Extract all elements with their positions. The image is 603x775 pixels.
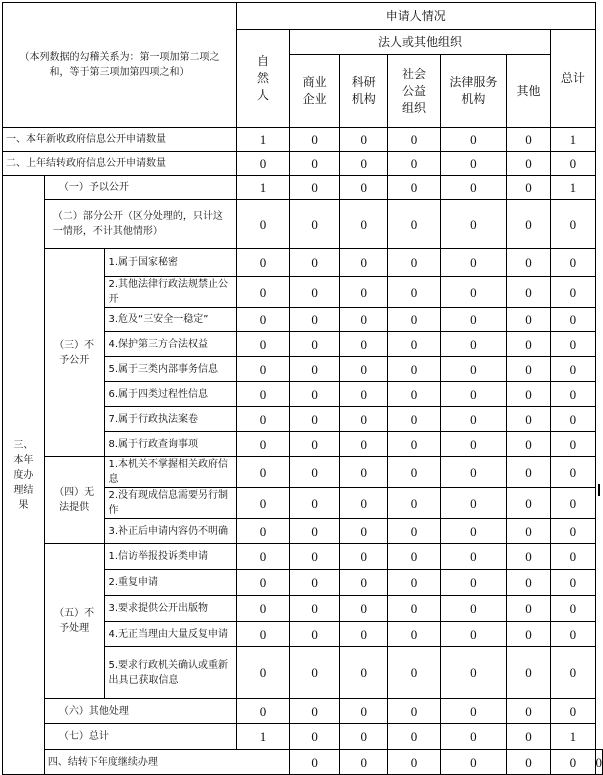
row-label: 1.信访举报投诉类申请 [104,544,237,570]
value-cell: 0 [340,724,388,750]
row-label: （七）总计 [44,724,236,750]
row-label: 3.要求提供公开出版物 [104,596,237,622]
section-3-label: 三、本年度办理结果 [3,176,45,775]
row-label: （一）予以公开 [44,176,236,200]
value-cell: 0 [440,249,506,277]
value-cell: 0 [440,724,506,750]
value-cell: 0 [551,622,595,647]
value-cell: 0 [237,699,290,724]
group-label: （五）不予处理 [44,544,104,699]
value-cell: 0 [440,647,506,699]
value-cell: 0 [289,176,340,200]
value-cell: 0 [340,176,388,200]
value-cell: 0 [388,332,441,357]
value-cell: 0 [289,699,340,724]
value-cell: 0 [551,699,595,724]
value-cell: 0 [289,432,340,457]
group-label: （四）无法提供 [44,457,104,544]
value-cell: 0 [237,457,290,488]
value-cell: 0 [440,457,506,488]
row-label: 4.无正当理由大量反复申请 [104,622,237,647]
value-cell: 0 [506,332,550,357]
value-cell: 0 [551,647,595,699]
value-cell: 0 [551,308,595,332]
value-cell: 0 [237,332,290,357]
row-label: 7.属于行政执法案卷 [104,407,237,432]
value-cell: 0 [388,200,441,249]
value-cell: 0 [388,357,441,382]
value-cell: 0 [388,596,441,622]
value-cell: 0 [551,382,595,407]
value-cell: 1 [237,724,290,750]
table-note: （本列数据的勾稽关系为：第一项加第二项之和，等于第三项加第四项之和） [3,3,237,128]
row-label: 2.重复申请 [104,570,237,596]
value-cell: 0 [440,407,506,432]
value-cell: 0 [340,357,388,382]
group-label: （三）不予公开 [44,249,104,457]
value-cell: 0 [551,432,595,457]
row-label: 二、上年结转政府信息公开申请数量 [3,152,237,176]
value-cell: 0 [440,277,506,308]
value-cell: 0 [388,407,441,432]
row-label: 四、结转下年度继续办理 [44,750,289,775]
value-cell: 0 [289,249,340,277]
value-cell: 0 [506,382,550,407]
value-cell: 0 [340,277,388,308]
value-cell: 0 [388,457,441,488]
value-cell: 0 [289,519,340,544]
value-cell: 0 [506,724,550,750]
value-cell: 0 [340,152,388,176]
value-cell: 0 [388,570,441,596]
value-cell: 0 [388,724,441,750]
value-cell: 0 [237,200,290,249]
value-cell: 0 [237,407,290,432]
row-label: 一、本年新收政府信息公开申请数量 [3,128,237,152]
value-cell: 0 [289,128,340,152]
value-cell: 0 [388,699,441,724]
row-label: 5.要求行政机关确认或重新出具已获取信息 [104,647,237,699]
value-cell: 0 [506,699,550,724]
value-cell: 0 [506,308,550,332]
total-header: 总计 [551,30,595,128]
value-cell: 0 [440,128,506,152]
value-cell: 0 [237,249,290,277]
value-cell: 0 [506,488,550,519]
value-cell: 0 [388,488,441,519]
value-cell: 0 [506,357,550,382]
value-cell: 0 [340,750,388,775]
value-cell: 0 [340,544,388,570]
value-cell: 0 [289,596,340,622]
value-cell: 0 [340,699,388,724]
value-cell: 0 [340,432,388,457]
value-cell: 0 [388,432,441,457]
row-label: （六）其他处理 [44,699,236,724]
value-cell: 0 [551,750,595,775]
value-cell: 0 [289,570,340,596]
value-cell: 0 [506,152,550,176]
edge-marker [598,484,600,496]
value-cell: 1 [237,176,290,200]
value-cell: 0 [237,308,290,332]
value-cell: 0 [388,152,441,176]
value-cell: 0 [506,128,550,152]
legal-persons-header: 法人或其他组织 [289,30,550,55]
value-cell: 0 [237,544,290,570]
row-label: 5.属于三类内部事务信息 [104,357,237,382]
social-welfare-header: 社会公益组织 [388,55,441,128]
value-cell: 1 [551,176,595,200]
value-cell: 0 [551,570,595,596]
value-cell: 0 [440,488,506,519]
value-cell: 0 [440,308,506,332]
value-cell: 0 [388,622,441,647]
value-cell: 0 [388,128,441,152]
value-cell: 0 [551,519,595,544]
value-cell: 0 [551,488,595,519]
value-cell: 0 [340,308,388,332]
value-cell: 0 [506,622,550,647]
value-cell: 0 [506,647,550,699]
value-cell: 0 [440,332,506,357]
value-cell: 0 [551,152,595,176]
value-cell: 0 [340,570,388,596]
value-cell: 0 [440,432,506,457]
value-cell: 0 [506,519,550,544]
value-cell: 0 [506,750,550,775]
value-cell: 0 [289,200,340,249]
value-cell: 0 [506,200,550,249]
other-header: 其他 [506,55,550,128]
value-cell: 0 [289,622,340,647]
value-cell: 0 [595,750,603,775]
value-cell: 0 [388,544,441,570]
row-label: 1.属于国家秘密 [104,249,237,277]
value-cell: 0 [506,277,550,308]
value-cell: 0 [340,200,388,249]
value-cell: 0 [237,647,290,699]
value-cell: 0 [440,570,506,596]
value-cell: 0 [340,647,388,699]
value-cell: 0 [289,457,340,488]
value-cell: 0 [289,647,340,699]
value-cell: 0 [551,544,595,570]
value-cell: 0 [440,176,506,200]
value-cell: 0 [237,570,290,596]
legal-service-header: 法律服务机构 [440,55,506,128]
value-cell: 0 [440,544,506,570]
value-cell: 0 [340,382,388,407]
value-cell: 0 [237,277,290,308]
value-cell: 0 [340,622,388,647]
value-cell: 0 [237,432,290,457]
value-cell: 1 [551,128,595,152]
value-cell: 0 [551,596,595,622]
row-label: 3.危及“三安全一稳定” [104,308,237,332]
value-cell: 0 [289,382,340,407]
value-cell: 0 [440,596,506,622]
value-cell: 0 [506,570,550,596]
value-cell: 0 [551,249,595,277]
value-cell: 0 [440,750,506,775]
commercial-header: 商业企业 [289,55,340,128]
value-cell: 0 [340,249,388,277]
value-cell: 0 [289,750,340,775]
value-cell: 0 [506,249,550,277]
research-header: 科研机构 [340,55,388,128]
row-label: （二）部分公开（区分处理的，只计这一情形，不计其他情形） [44,200,236,249]
value-cell: 0 [289,407,340,432]
value-cell: 0 [289,277,340,308]
value-cell: 0 [340,457,388,488]
value-cell: 0 [388,647,441,699]
value-cell: 0 [551,357,595,382]
value-cell: 0 [440,200,506,249]
value-cell: 0 [388,308,441,332]
value-cell: 0 [340,488,388,519]
value-cell: 0 [440,519,506,544]
value-cell: 0 [440,622,506,647]
value-cell: 0 [289,332,340,357]
row-label: 6.属于四类过程性信息 [104,382,237,407]
value-cell: 0 [237,382,290,407]
value-cell: 0 [440,152,506,176]
value-cell: 0 [440,699,506,724]
value-cell: 0 [340,519,388,544]
value-cell: 0 [388,277,441,308]
value-cell: 0 [551,407,595,432]
row-label: 8.属于行政查询事项 [104,432,237,457]
value-cell: 0 [388,382,441,407]
value-cell: 0 [289,488,340,519]
value-cell: 0 [237,519,290,544]
value-cell: 0 [506,407,550,432]
value-cell: 0 [440,357,506,382]
natural-person-header: 自然人 [237,30,290,128]
value-cell: 0 [506,596,550,622]
applicant-info-header: 申请人情况 [237,3,595,30]
value-cell: 0 [237,152,290,176]
value-cell: 0 [551,200,595,249]
row-label: 3.补正后申请内容仍不明确 [104,519,237,544]
value-cell: 0 [388,750,441,775]
row-label: 4.保护第三方合法权益 [104,332,237,357]
value-cell: 0 [551,277,595,308]
row-label: 1.本机关不掌握相关政府信息 [104,457,237,488]
value-cell: 0 [289,152,340,176]
value-cell: 0 [237,596,290,622]
value-cell: 0 [289,724,340,750]
value-cell: 0 [551,457,595,488]
value-cell: 0 [388,519,441,544]
value-cell: 0 [506,176,550,200]
value-cell: 0 [506,544,550,570]
value-cell: 0 [388,249,441,277]
value-cell: 0 [289,544,340,570]
value-cell: 0 [237,357,290,382]
value-cell: 0 [289,357,340,382]
value-cell: 1 [237,128,290,152]
value-cell: 0 [506,457,550,488]
row-label: 2.没有现成信息需要另行制作 [104,488,237,519]
value-cell: 0 [551,332,595,357]
value-cell: 0 [340,596,388,622]
value-cell: 0 [388,176,441,200]
value-cell: 0 [340,128,388,152]
row-label: 2.其他法律行政法规禁止公开 [104,277,237,308]
value-cell: 0 [440,382,506,407]
value-cell: 1 [551,724,595,750]
government-info-disclosure-table [2,2,603,775]
value-cell: 0 [237,488,290,519]
value-cell: 0 [340,407,388,432]
value-cell: 0 [237,622,290,647]
value-cell: 0 [289,308,340,332]
value-cell: 0 [340,332,388,357]
value-cell: 0 [506,432,550,457]
